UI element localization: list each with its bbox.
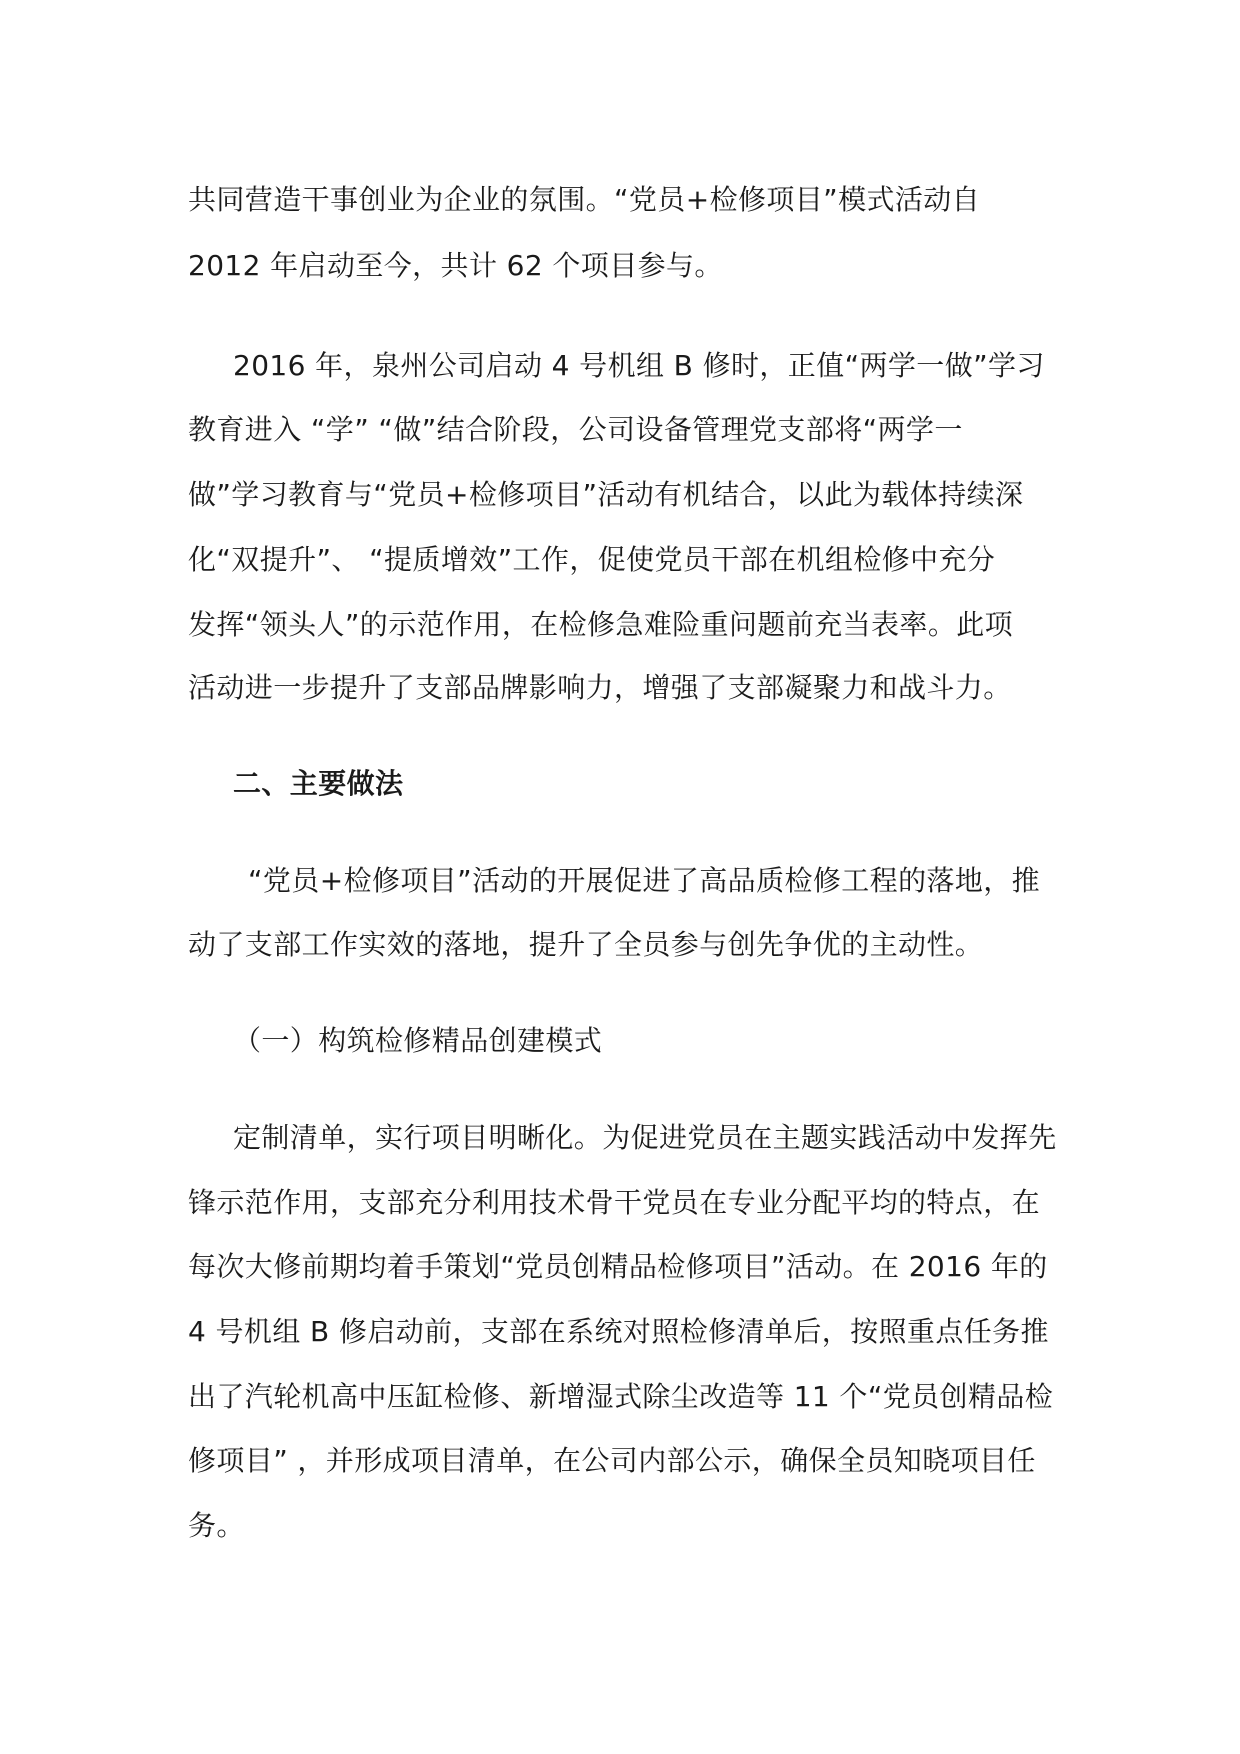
paragraph-2-line-5: 发挥“领头人”的示范作用，在检修急难险重问题前充当表率。此项 (188, 608, 1014, 641)
paragraph-4-line-3: 每次大修前期均着手策划“党员创精品检修项目”活动。在 2016 年的 (188, 1250, 1048, 1283)
paragraph-4-line-1: 定制清单，实行项目明晰化。为促进党员在主题实践活动中发挥先 (233, 1121, 1057, 1154)
paragraph-2-line-1: 2016 年，泉州公司启动 4 号机组 B 修时，正值“两学一做”学习 (233, 349, 1045, 382)
paragraph-4-line-4: 4 号机组 B 修启动前，支部在系统对照检修清单后，按照重点任务推 (188, 1315, 1049, 1348)
paragraph-4-line-5: 出了汽轮机高中压缸检修、新增湿式除尘改造等 11 个“党员创精品检 (188, 1380, 1054, 1413)
paragraph-1-line-1: 共同营造干事创业为企业的氛围。“党员+检修项目”模式活动自 (188, 183, 981, 216)
subsection-heading: （一）构筑检修精品创建模式 (233, 1024, 603, 1057)
paragraph-4-line-7: 务。 (188, 1509, 245, 1542)
paragraph-2-line-4: 化“双提升”、 “提质增效”工作，促使党员干部在机组检修中充分 (188, 543, 996, 576)
paragraph-4-line-2: 锋示范作用，支部充分利用技术骨干党员在专业分配平均的特点，在 (188, 1186, 1041, 1219)
paragraph-3-line-2: 动了支部工作实效的落地，提升了全员参与创先争优的主动性。 (188, 928, 984, 961)
section-heading: 二、主要做法 (233, 767, 404, 800)
paragraph-1-line-2: 2012 年启动至今，共计 62 个项目参与。 (188, 249, 723, 282)
paragraph-3-line-1: “党员+检修项目”活动的开展促进了高品质检修工程的落地，推 (248, 864, 1041, 897)
paragraph-2-line-3: 做”学习教育与“党员+检修项目”活动有机结合，以此为载体持续深 (188, 478, 1024, 511)
paragraph-4-line-6: 修项目” ，并形成项目清单，在公司内部公示，确保全员知晓项目任 (188, 1444, 1036, 1477)
paragraph-2-line-2: 教育进入 “学” “做”结合阶段，公司设备管理党支部将“两学一 (188, 413, 963, 446)
paragraph-2-line-6: 活动进一步提升了支部品牌影响力，增强了支部凝聚力和战斗力。 (188, 671, 1012, 704)
